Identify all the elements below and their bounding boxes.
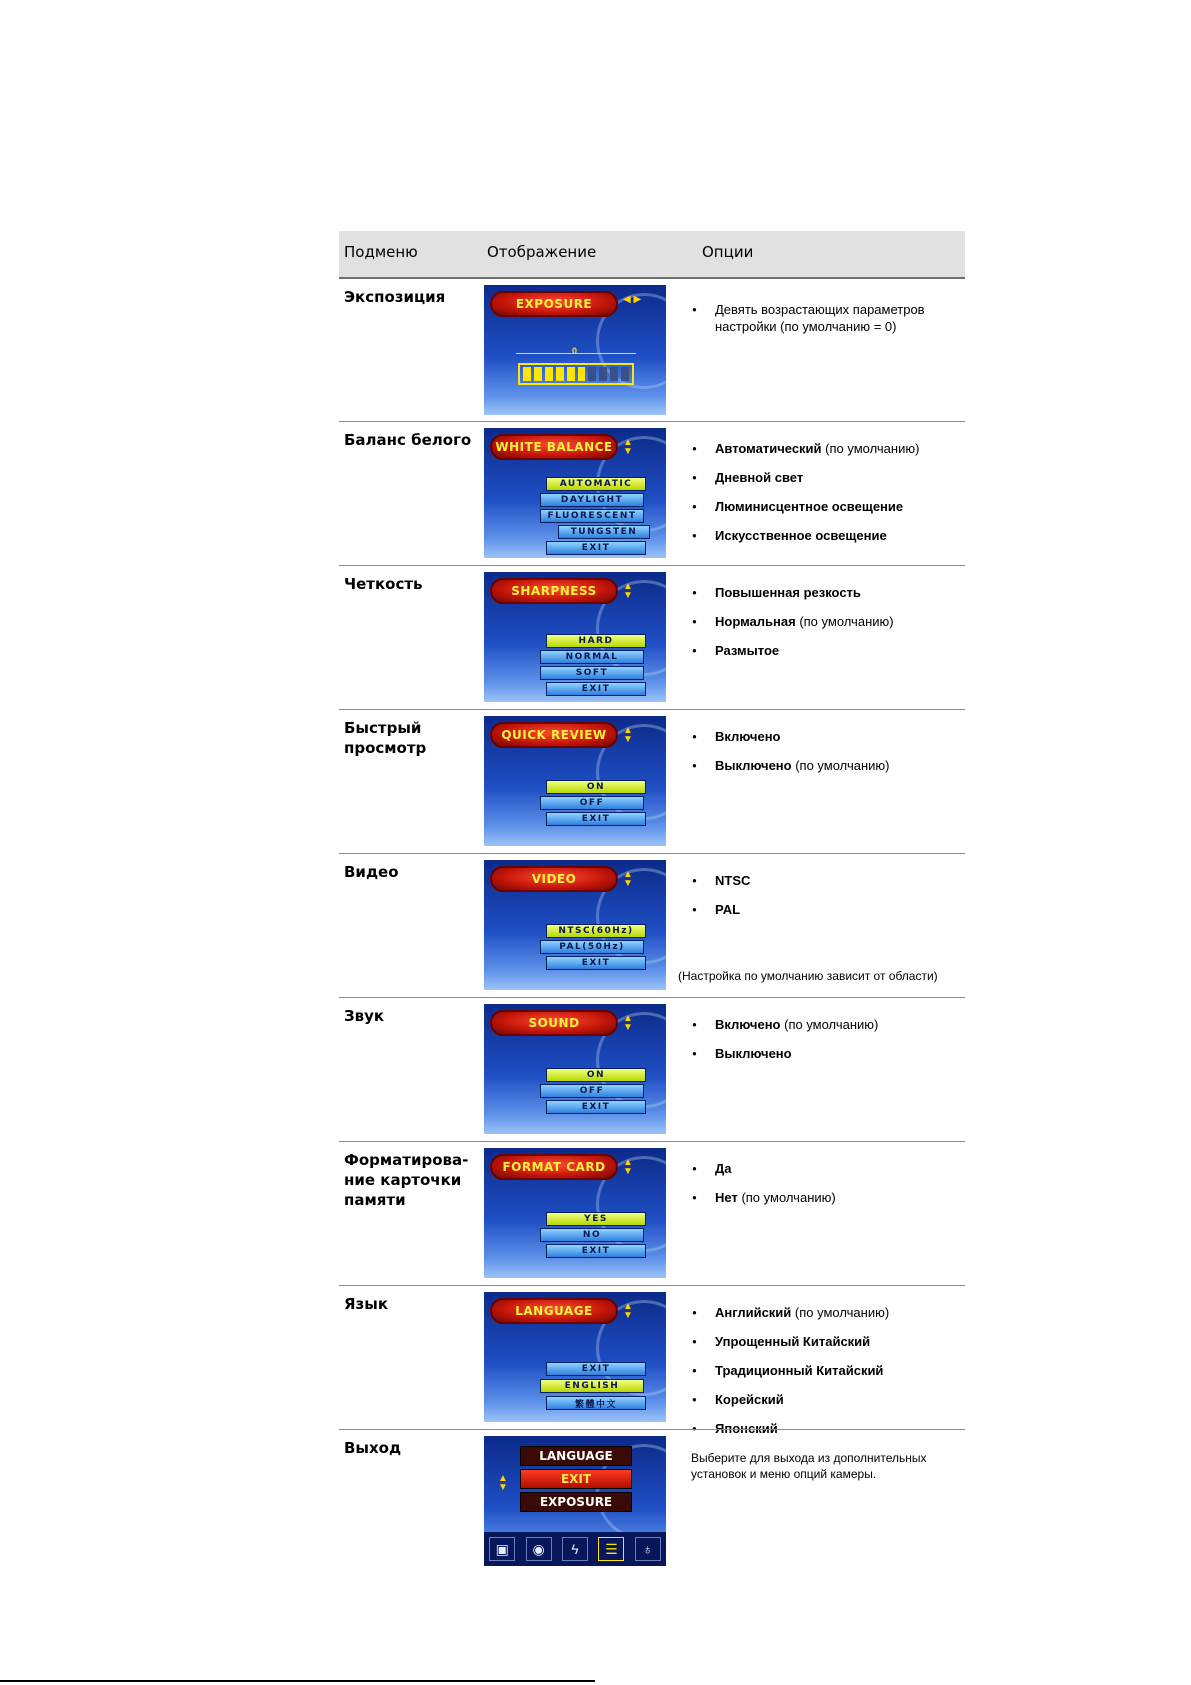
camera-screen	[484, 716, 666, 846]
updown-arrows-icon: ▲ ▼	[623, 725, 633, 745]
header-options: Опции	[702, 243, 754, 261]
option-item: ● NTSC	[692, 872, 962, 889]
menu-option: FLUORESCENT	[540, 509, 644, 523]
option-item: ● Искусственное освещение	[692, 527, 962, 544]
table-row	[339, 1141, 965, 1285]
exposure-segment	[621, 367, 629, 381]
option-item: ● Повышенная резкость	[692, 584, 962, 601]
table-row-exit	[339, 1429, 965, 1579]
updown-arrows-icon: ▲ ▼	[623, 1157, 633, 1177]
exit-menu-item: EXPOSURE	[520, 1492, 632, 1512]
page-bottom-rule	[0, 1680, 595, 1682]
options-list	[692, 1016, 962, 1074]
exposure-segment	[588, 367, 596, 381]
menu-option: PAL(50Hz)	[540, 940, 644, 954]
exit-menu-item: EXIT	[520, 1469, 632, 1489]
camera-screen-exit	[484, 1436, 666, 1566]
updown-arrows-icon: ▲ ▼	[623, 1301, 633, 1321]
options-list	[692, 1304, 962, 1449]
option-item: ● Да	[692, 1160, 962, 1177]
option-item: ● Японский	[692, 1420, 962, 1437]
camera-screen	[484, 572, 666, 702]
submenu-label: Быстрый просмотр	[344, 719, 427, 757]
menu-option: EXIT	[546, 1244, 646, 1258]
menu-option: NORMAL	[540, 650, 644, 664]
table-body	[339, 277, 965, 1436]
menu-title-badge: EXPOSURE	[490, 291, 618, 317]
menu-option: EXIT	[546, 812, 646, 826]
table-row	[339, 1285, 965, 1436]
updown-arrows-icon: ▲ ▼	[623, 869, 633, 889]
table-row	[339, 277, 965, 421]
menu-option: NO	[540, 1228, 644, 1242]
menu-title-badge: FORMAT CARD	[490, 1154, 618, 1180]
camera-screen	[484, 428, 666, 558]
option-item: ● Включено (по умолчанию)	[692, 1016, 962, 1033]
submenu-label: Форматирова-ние карточки памяти	[344, 1151, 469, 1209]
menu-title-badge: WHITE BALANCE	[490, 434, 618, 460]
exposure-segment	[599, 367, 607, 381]
updown-arrows-icon: ▲ ▼	[623, 581, 633, 601]
options-list	[692, 440, 962, 556]
menu-option: EXIT	[546, 956, 646, 970]
option-item: ● Включено	[692, 728, 962, 745]
menu-title-badge: SOUND	[490, 1010, 618, 1036]
menu-option: ON	[546, 780, 646, 794]
menu-option: ON	[546, 1068, 646, 1082]
left-right-arrows-icon: ◀ ▶	[623, 294, 642, 305]
option-item: ● Английский (по умолчанию)	[692, 1304, 962, 1321]
exit-description: Выберите для выхода из дополнительных установок и меню опций камеры.	[691, 1451, 927, 1481]
default-note: (Настройка по умолчанию зависит от области)	[678, 969, 938, 983]
menu-option: TUNGSTEN	[558, 525, 650, 539]
exit-menu-item: LANGUAGE	[520, 1446, 632, 1466]
option-item: ● Выключено	[692, 1045, 962, 1062]
exposure-segment	[523, 367, 531, 381]
frame-icon: ▣	[489, 1537, 515, 1561]
option-item: ● Нормальная (по умолчанию)	[692, 613, 962, 630]
submenu-label: Звук	[344, 1007, 385, 1025]
options-list	[692, 872, 962, 930]
option-item: ● Нет (по умолчанию)	[692, 1189, 962, 1206]
menu-option: ENGLISH	[540, 1379, 644, 1393]
menu-option: YES	[546, 1212, 646, 1226]
menu-title-badge: VIDEO	[490, 866, 618, 892]
camera-screen	[484, 1292, 666, 1422]
options-list	[692, 1160, 962, 1218]
header-display: Отображение	[487, 243, 597, 261]
menu-option: AUTOMATIC	[546, 477, 646, 491]
menu-option: OFF	[540, 1084, 644, 1098]
updown-arrows-icon: ▲ ▼	[623, 1013, 633, 1033]
menu-option: EXIT	[546, 1362, 646, 1376]
table-row	[339, 709, 965, 853]
menu-title-badge: LANGUAGE	[490, 1298, 618, 1324]
menu-option: NTSC(60Hz)	[546, 924, 646, 938]
table-row	[339, 421, 965, 565]
header-submenu: Подменю	[344, 243, 418, 261]
option-item: ● Люминисцентное освещение	[692, 498, 962, 515]
camera-screen	[484, 285, 666, 415]
exposure-scale	[516, 353, 636, 354]
camera-screen	[484, 860, 666, 990]
option-item: ● Автоматический (по умолчанию)	[692, 440, 962, 457]
menu-title-badge: SHARPNESS	[490, 578, 618, 604]
menu-option: DAYLIGHT	[540, 493, 644, 507]
exposure-segment	[578, 367, 586, 381]
submenu-label: Баланс белого	[344, 431, 472, 449]
camera-icon: ◉	[526, 1537, 552, 1561]
menu-title-badge: QUICK REVIEW	[490, 722, 618, 748]
options-list	[692, 301, 962, 347]
option-item: ● Размытое	[692, 642, 962, 659]
exposure-segment	[534, 367, 542, 381]
exposure-level-bar	[518, 363, 634, 385]
option-item: ● Традиционный Китайский	[692, 1362, 962, 1379]
submenu-label: Язык	[344, 1295, 389, 1313]
submenu-label: Четкость	[344, 575, 423, 593]
exposure-zero-mark: 0	[572, 346, 578, 356]
menu-option: EXIT	[546, 682, 646, 696]
exposure-segment	[556, 367, 564, 381]
option-item: ● PAL	[692, 901, 962, 918]
flash-icon: ϟ	[562, 1537, 588, 1561]
option-item: ● Дневной свет	[692, 469, 962, 486]
menu-option: EXIT	[546, 1100, 646, 1114]
camera-icon-bar	[484, 1532, 666, 1566]
updown-arrows-icon: ▲ ▼	[623, 437, 633, 457]
exposure-segment	[545, 367, 553, 381]
submenu-label: Экспозиция	[344, 288, 446, 306]
table-header	[339, 231, 965, 277]
exposure-segment	[610, 367, 618, 381]
updown-arrows-icon: ▲ ▼	[498, 1473, 508, 1493]
settings-table	[339, 231, 965, 1579]
menu-option: SOFT	[540, 666, 644, 680]
menu-option: HARD	[546, 634, 646, 648]
options-list	[692, 584, 962, 671]
menu-option: EXIT	[546, 541, 646, 555]
table-row	[339, 565, 965, 709]
option-item: ● Девять возрастающих параметров настройки (по умолчанию = 0)	[692, 301, 962, 335]
menu-list-icon: ☰	[598, 1537, 624, 1561]
table-row	[339, 997, 965, 1141]
option-item: ● Упрощенный Китайский	[692, 1333, 962, 1350]
option-item: ● Выключено (по умолчанию)	[692, 757, 962, 774]
menu-option: 繁體中文	[546, 1396, 646, 1410]
table-row	[339, 853, 965, 997]
options-list	[692, 728, 962, 786]
submenu-label: Видео	[344, 863, 399, 881]
option-item: ● Корейский	[692, 1391, 962, 1408]
menu-option: OFF	[540, 796, 644, 810]
camera-screen	[484, 1148, 666, 1278]
exposure-segment	[567, 367, 575, 381]
bulb-icon: ♁	[635, 1537, 661, 1561]
submenu-label: Выход	[344, 1439, 402, 1457]
camera-screen	[484, 1004, 666, 1134]
